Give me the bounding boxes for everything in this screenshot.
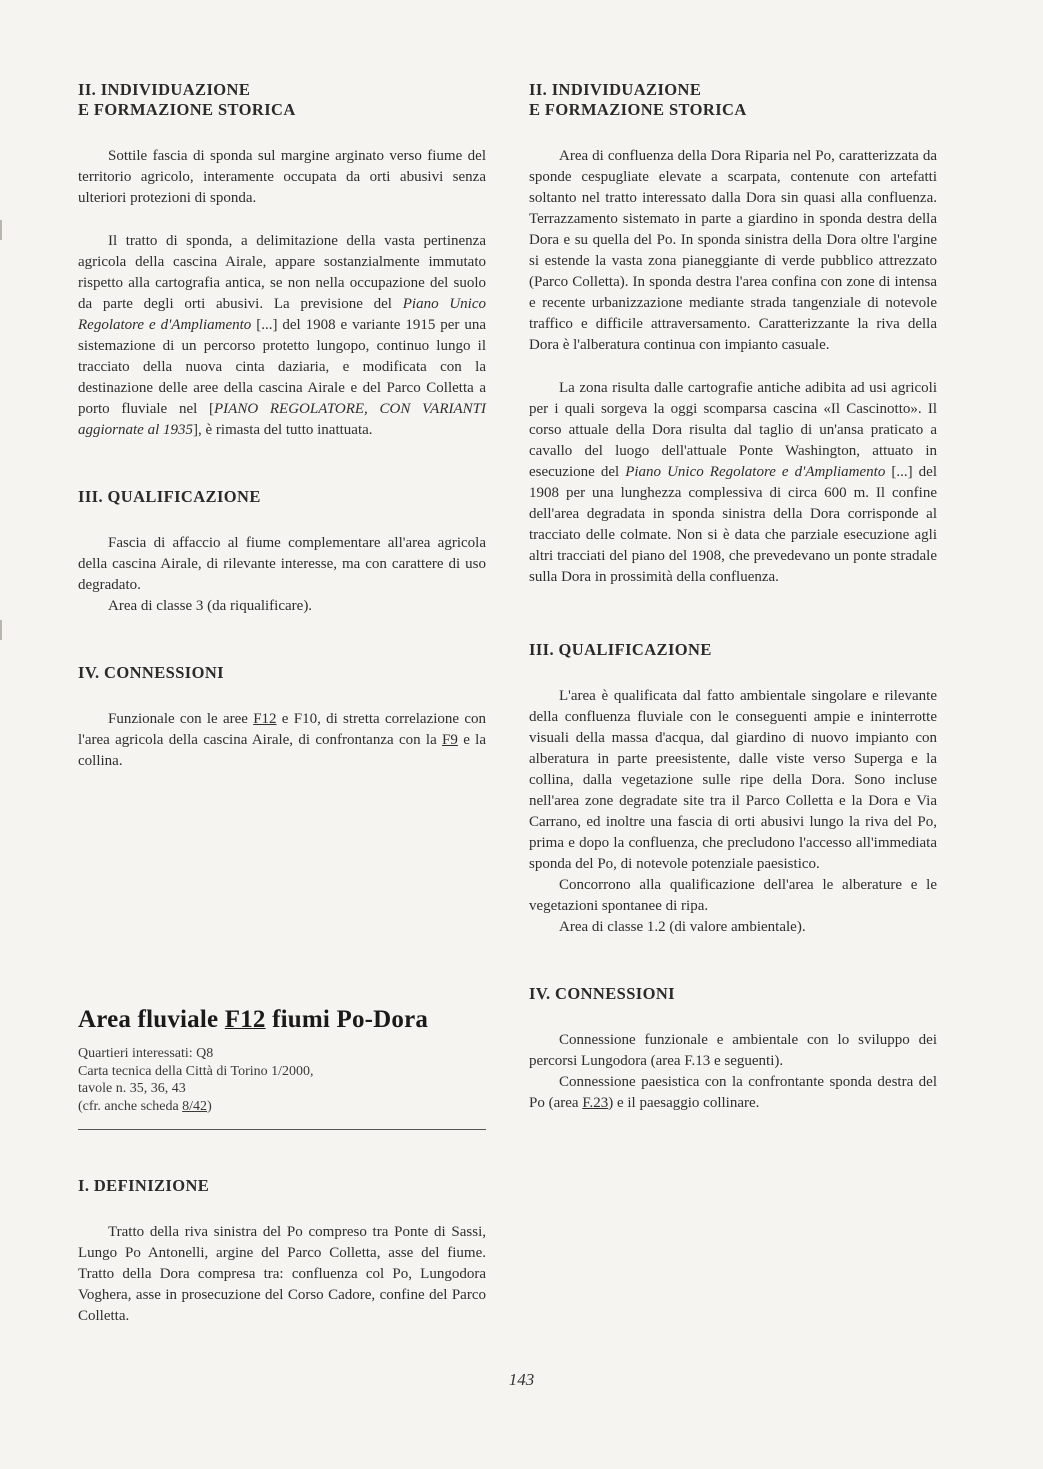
- plan-title-italic: PIANO REGOLATORE, CON VARIANTI aggiornate al 1935: [78, 401, 486, 438]
- right-column: [529, 80, 937, 1114]
- binding-edge-mark: [0, 620, 2, 640]
- area-meta-line: Carta tecnica della Città di Torino 1/2000,: [78, 1063, 314, 1079]
- area-code: F12: [224, 1006, 266, 1033]
- scheda-ref: 8/42: [182, 1098, 208, 1114]
- section-heading-connessioni: IV. CONNESSIONI: [529, 984, 675, 1003]
- paragraph: Concorrono alla qualificazione dell'area le alberature e le vegetazioni spontanee di ripa.: [529, 877, 937, 914]
- paragraph: Funzionale con le aree F12 e F10, di stretta correlazione con l'area agricola della cascina Airale, di confrontanza con la F9 e la collina.: [78, 711, 486, 769]
- area-ref: F9: [442, 732, 458, 748]
- area-header-block: [78, 1005, 486, 1327]
- area-meta-line: (cfr. anche scheda 8/42): [78, 1098, 212, 1114]
- paragraph: Sottile fascia di sponda sul margine arginato verso fiume del territorio agricolo, interamente occupata da orti abusivi senza ulteriori protezioni di sponda.: [78, 148, 486, 206]
- paragraph: Il tratto di sponda, a delimitazione della vasta pertinenza agricola della cascina Airale, appare sostanzialmente immutato rispetto alla cartografia antica, se non nella occupazione del suolo da parte degli orti abusivi. La previsione del Piano Unico Regolatore e d'Ampliamento [...] del 1908 e variante 1915 per una sistemazione di un percorso protetto lungopo, continuo lungo il tracciato della nuova cinta daziaria, e modificata con la destinazione delle aree della cascina Airale e del Parco Colletta a porto fluviale nel [PIANO REGOLATORE, CON VARIANTI aggiornate al 1935], è rimasta del tutto inattuata.: [78, 233, 486, 438]
- section-heading-individuazione: II. INDIVIDUAZIONE E FORMAZIONE STORICA: [529, 80, 747, 119]
- paragraph: Area di classe 3 (da riqualificare).: [108, 598, 313, 614]
- paragraph: Fascia di affaccio al fiume complementare all'area agricola della cascina Airale, di rilevante interesse, ma con carattere di uso degradato.: [78, 535, 486, 593]
- paragraph: La zona risulta dalle cartografie antiche adibita ad usi agricoli per i quali sorgeva la oggi scomparsa cascina «Il Cascinotto». Il corso attuale della Dora risulta dal taglio di un'ansa praticato a cavallo del luogo dell'attuale Ponte Washington, attuato in esecuzione del Piano Unico Regolatore e d'Ampliamento [...] del 1908 per una lunghezza complessiva di circa 600 m. Il confine dell'area degradata in sponda sinistra della Dora corrisponde al tracciato delle colmate. Non si è data che parziale esecuzione agli altri tracciati del piano del 1908, che prevedevano un ponte stradale sulla Dora in prossimità della confluenza.: [529, 380, 937, 585]
- area-ref: F12: [253, 711, 277, 727]
- paragraph: Tratto della riva sinistra del Po compreso tra Ponte di Sassi, Lungo Po Antonelli, argine del Parco Colletta, asse del fiume. Tratto della Dora compresa tra: confluenza col Po, Lungodora Voghera, asse in prosecuzione del Corso Cadore, confine del Parco Colletta.: [78, 1224, 486, 1324]
- area-ref: F.23: [582, 1095, 609, 1111]
- plan-title-italic: Piano Unico Regolatore e d'Ampliamento: [625, 464, 886, 480]
- section-heading-definizione: I. DEFINIZIONE: [78, 1176, 210, 1195]
- binding-edge-mark: [0, 220, 2, 240]
- section-heading-individuazione: II. INDIVIDUAZIONE E FORMAZIONE STORICA: [78, 80, 296, 119]
- section-heading-qualificazione: III. QUALIFICAZIONE: [529, 640, 712, 659]
- section-heading-connessioni: IV. CONNESSIONI: [78, 663, 224, 682]
- paragraph: Area di classe 1.2 (di valore ambientale).: [559, 919, 806, 935]
- area-title: Area fluviale F12 fiumi Po-Dora: [78, 1006, 429, 1033]
- paragraph: Area di confluenza della Dora Riparia nel Po, caratterizzata da sponde cespugliate elevate a scarpata, contenute con artefatti soltanto nel tratto interessato dalla Dora sin quasi alla confluenza. Terrazzamento sistemato in parte a giardino in sponda destra della Dora e su quella del Po. In sponda sinistra della Dora oltre l'argine si estende la vasta zona pianeggiante di verde pubblico attrezzato (Parco Colletta). In sponda destra l'area confina con zone di intensa e recente urbanizzazione mediante strada tangenziale di notevole traffico e difficile attraversamento. Caratterizzante la riva della Dora è l'alberatura continua con impianto casuale.: [529, 148, 937, 353]
- page-number: 143: [508, 1370, 535, 1389]
- section-heading-qualificazione: III. QUALIFICAZIONE: [78, 487, 261, 506]
- plan-title-italic: Piano Unico Regolatore e d'Ampliamento: [78, 296, 486, 333]
- area-meta-line: tavole n. 35, 36, 43: [78, 1081, 186, 1096]
- paragraph: L'area è qualificata dal fatto ambientale singolare e rilevante della confluenza fluviale con le conseguenti ampie e ininterrotte visuali della massa d'acqua, dal giardino di nuovo impianto con alberatura in parte preesistente, dalle viste verso Superga e la collina, dalla vegetazione sulle ripe della Dora. Sono incluse nell'area zone degradate site tra il Parco Colletta e la Dora e Via Carrano, ed inoltre una fascia di orti abusivi lungo la riva del Po, prima e dopo la confluenza, che precludono l'accesso all'immediata sponda del Po, di notevole potenziale paesistico.: [529, 688, 937, 872]
- paragraph: Connessione funzionale e ambientale con lo sviluppo dei percorsi Lungodora (area F.13 e seguenti).: [529, 1032, 937, 1069]
- area-meta-line: Quartieri interessati: Q8: [78, 1046, 214, 1061]
- paragraph: Connessione paesistica con la confrontante sponda destra del Po (area F.23) e il paesaggio collinare.: [529, 1074, 937, 1111]
- left-column: [78, 80, 486, 772]
